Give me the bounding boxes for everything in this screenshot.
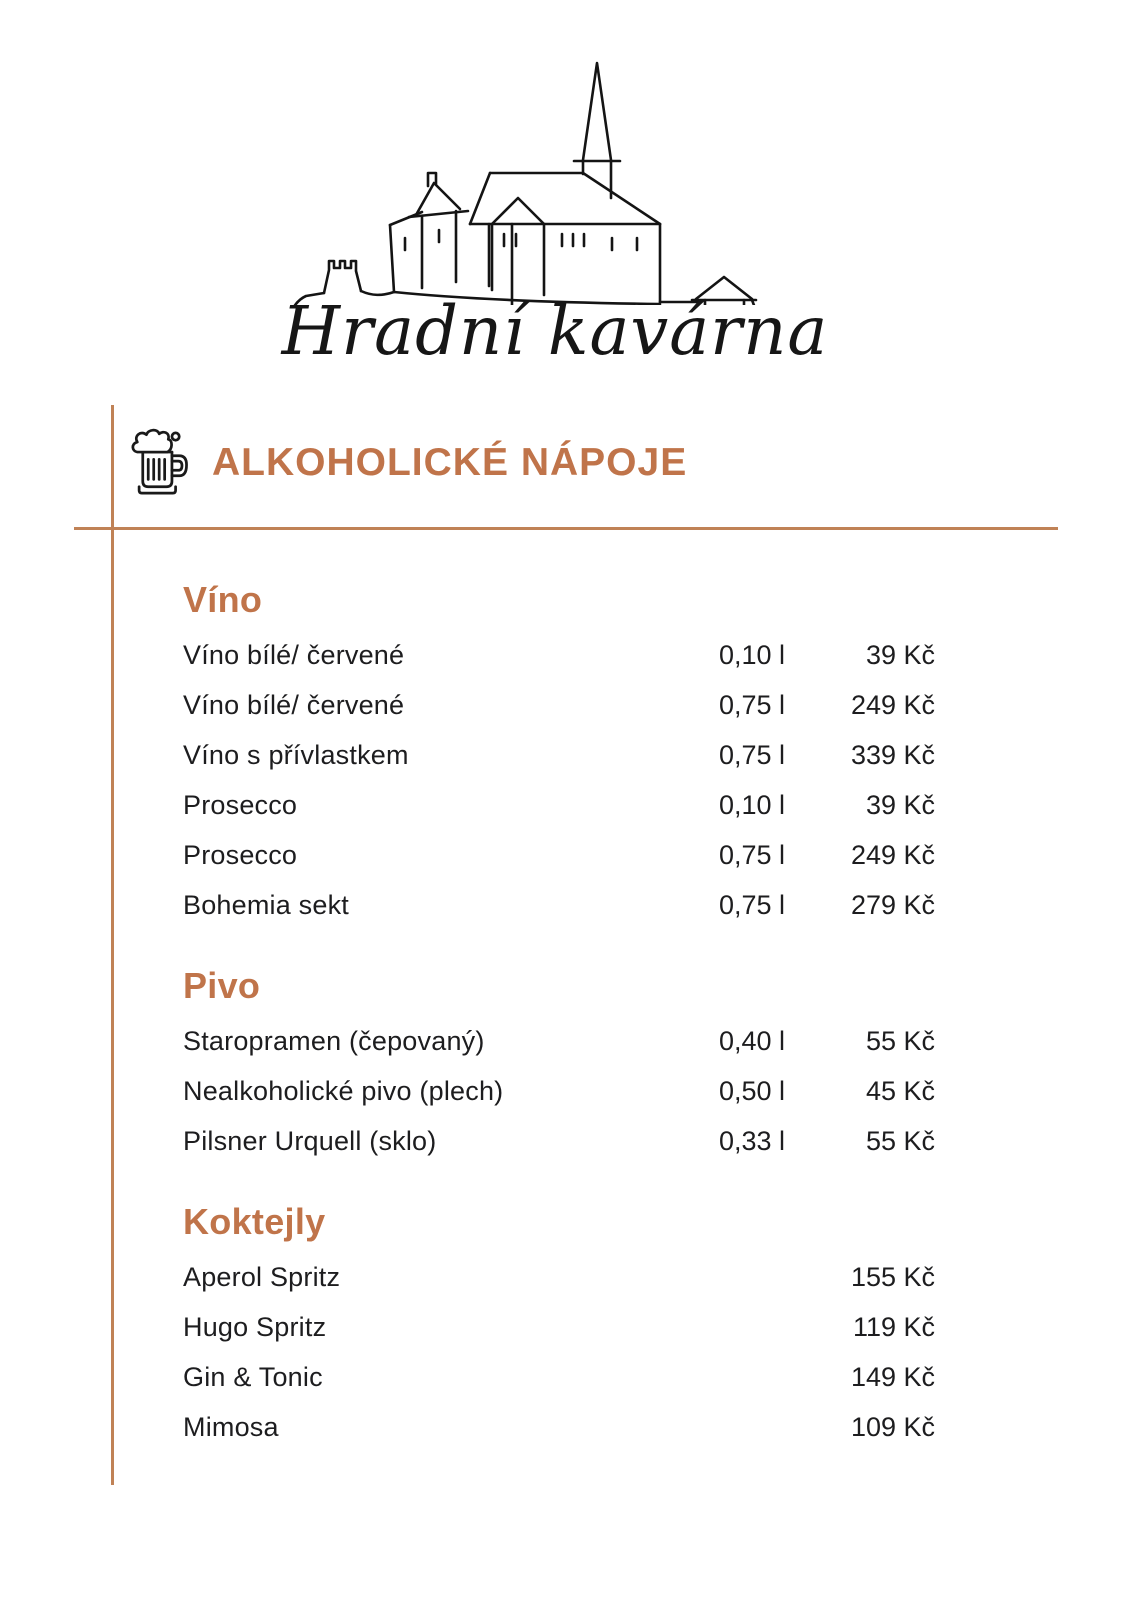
- page-title: ALKOHOLICKÉ NÁPOJE: [212, 441, 688, 484]
- section-items: [183, 1252, 935, 1452]
- page-header: [130, 428, 687, 498]
- item-volume: 0,75 l: [718, 839, 785, 870]
- menu-item-row: [183, 880, 935, 930]
- menu-item-row: [183, 630, 935, 680]
- item-price: 155 Kč: [850, 1261, 935, 1292]
- item-volume: 0,10 l: [718, 789, 785, 820]
- menu-item-row: [183, 1116, 935, 1166]
- item-price: 339 Kč: [850, 739, 935, 770]
- item-name: Prosecco: [183, 839, 298, 870]
- item-price: 109 Kč: [850, 1411, 935, 1442]
- item-name: Staropramen (čepovaný): [183, 1025, 485, 1056]
- menu-item-row: [183, 780, 935, 830]
- menu-item-row: [183, 1402, 935, 1452]
- item-name: Víno bílé/ červené: [183, 689, 405, 720]
- menu-item-row: [183, 680, 935, 730]
- item-volume: 0,40 l: [718, 1025, 785, 1056]
- item-volume: 0,10 l: [718, 639, 785, 670]
- item-name: Nealkoholické pivo (plech): [183, 1075, 504, 1106]
- item-volume: 0,75 l: [718, 889, 785, 920]
- horizontal-divider: [74, 527, 1058, 530]
- menu-section-0: [183, 578, 935, 930]
- section-items: [183, 630, 935, 930]
- item-price: 249 Kč: [850, 689, 935, 720]
- item-volume: 0,50 l: [718, 1075, 785, 1106]
- item-name: Gin & Tonic: [183, 1361, 323, 1392]
- item-name: Bohemia sekt: [183, 889, 349, 920]
- item-name: Prosecco: [183, 789, 298, 820]
- menu-sections: [183, 578, 935, 1452]
- brand-name: Hradní kavárna: [281, 292, 829, 370]
- menu-section-2: [183, 1200, 935, 1452]
- item-price: 55 Kč: [865, 1025, 935, 1056]
- menu-item-row: [183, 830, 935, 880]
- menu-item-row: [183, 730, 935, 780]
- item-price: 249 Kč: [850, 839, 935, 870]
- menu-item-row: [183, 1352, 935, 1402]
- section-title: Koktejly: [183, 1201, 326, 1242]
- menu-item-row: [183, 1066, 935, 1116]
- item-price: 39 Kč: [865, 789, 935, 820]
- menu-item-row: [183, 1252, 935, 1302]
- castle-logo: [282, 40, 842, 305]
- item-price: 55 Kč: [865, 1125, 935, 1156]
- item-price: 279 Kč: [850, 889, 935, 920]
- beer-mug-icon: [130, 428, 192, 498]
- menu-item-row: [183, 1302, 935, 1352]
- item-name: Víno s přívlastkem: [183, 739, 409, 770]
- vertical-divider: [111, 405, 114, 1485]
- section-title: Pivo: [183, 965, 261, 1006]
- item-name: Víno bílé/ červené: [183, 639, 405, 670]
- item-price: 39 Kč: [865, 639, 935, 670]
- castle-line-drawing: [282, 40, 842, 305]
- section-title: Víno: [183, 579, 263, 620]
- item-name: Pilsner Urquell (sklo): [183, 1125, 437, 1156]
- section-items: [183, 1016, 935, 1166]
- menu-item-row: [183, 1016, 935, 1066]
- item-volume: 0,33 l: [718, 1125, 785, 1156]
- item-price: 119 Kč: [852, 1311, 935, 1342]
- item-volume: 0,75 l: [718, 739, 785, 770]
- menu-section-1: [183, 964, 935, 1166]
- item-price: 149 Kč: [850, 1361, 935, 1392]
- item-name: Hugo Spritz: [183, 1311, 327, 1342]
- item-volume: 0,75 l: [718, 689, 785, 720]
- item-name: Aperol Spritz: [183, 1261, 341, 1292]
- item-price: 45 Kč: [865, 1075, 935, 1106]
- item-name: Mimosa: [183, 1411, 279, 1442]
